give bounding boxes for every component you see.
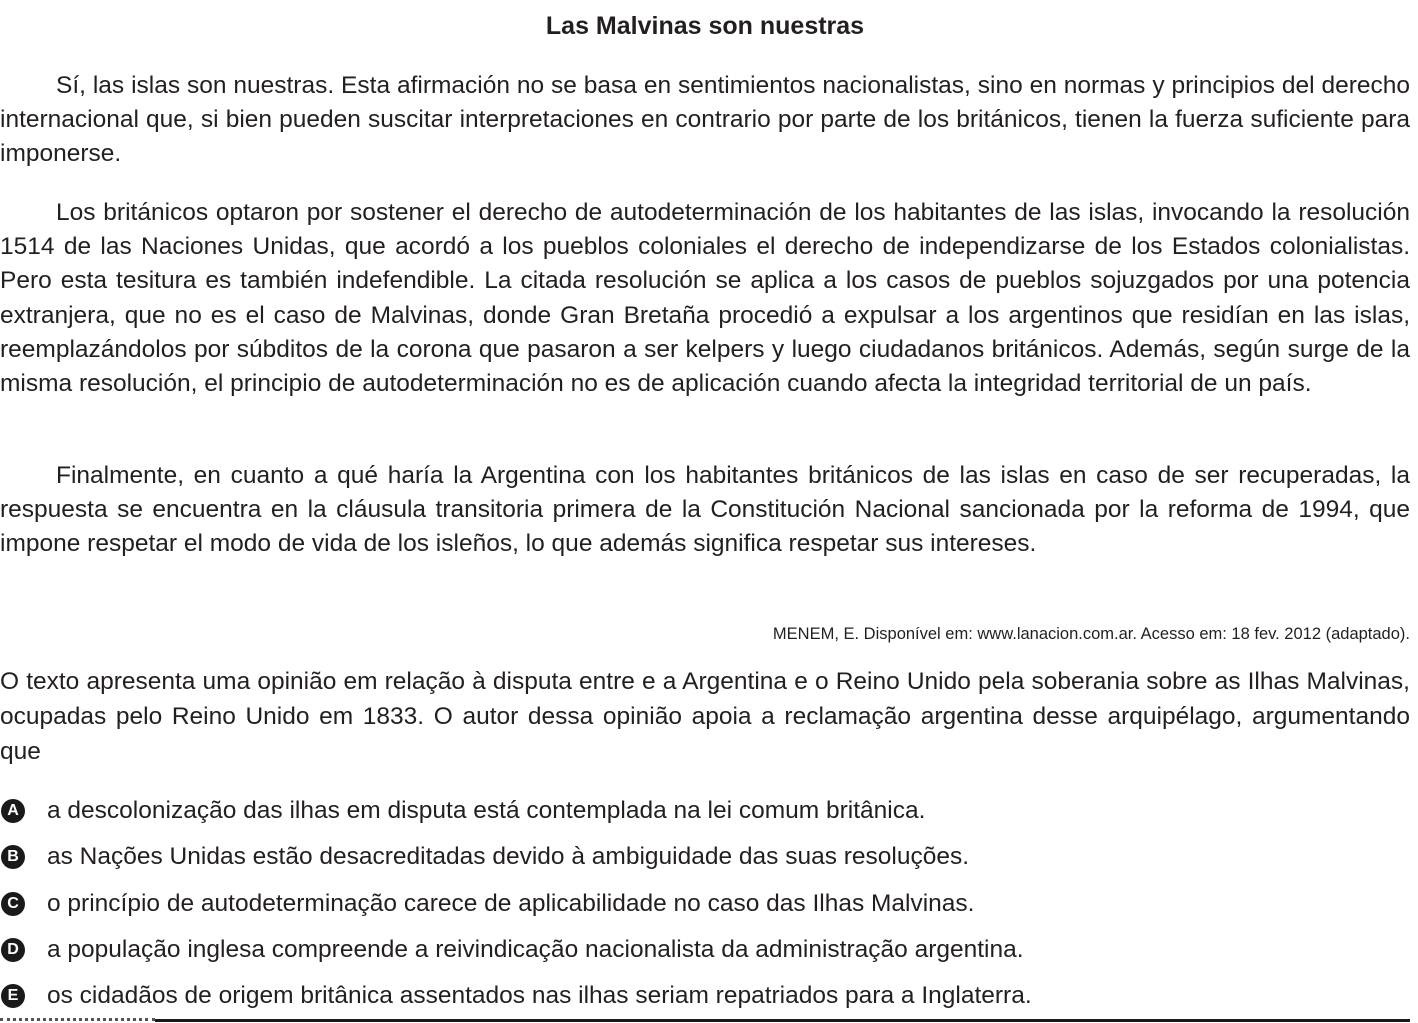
article-paragraph-1: Sí, las islas son nuestras. Esta afirmación no se basa en sentimientos nacionalistas, sino en normas y principios del derecho internacional que, si bien pueden suscitar interpretaciones en contrario por parte de los británicos, tienen la fuerza suficiente para imponerse. (0, 72, 1410, 168)
option-d-text: a população inglesa compreende a reivindicação nacionalista da administração argentina. (47, 935, 1024, 963)
option-a-letter-badge: A (1, 799, 25, 823)
option-c-text: o princípio de autodeterminação carece de aplicabilidade no caso das Ilhas Malvinas. (47, 889, 975, 917)
option-e-letter-badge: E (1, 984, 25, 1008)
answer-option-d[interactable] (0, 931, 1410, 977)
footer-dotted-rule (0, 1018, 155, 1021)
answer-option-b[interactable] (0, 838, 1410, 884)
article-paragraph-2: Los británicos optaron por sostener el derecho de autodeterminación de los habitantes de las islas, invocando la resolución 1514 de las Naciones Unidas, que acordó a los pueblos coloniales el derecho de independizarse de los Estados colonialistas. Pero esta tesitura es también indefendible. La citada resolución se aplica a los casos de pueblos sojuzgados por una potencia extranjera, que no es el caso de Malvinas, donde Gran Bretaña procedió a expulsar a los argentinos que residían en las islas, reemplazándolos por súbditos de la corona que pasaron a ser kelpers y luego ciudadanos británicos. Además, según surge de la misma resolución, el principio de autodeterminación no es de aplicación cuando afecta la integridad territorial de un país. (0, 199, 1410, 398)
source-citation: MENEM, E. Disponível em: www.lanacion.com.ar. Acesso em: 18 fev. 2012 (adaptado). (772, 625, 1410, 643)
option-e-text: os cidadãos de origem britânica assentados nas ilhas seriam repatriados para a Inglaterra. (47, 982, 1032, 1010)
option-d-letter-badge: D (1, 938, 25, 962)
answer-option-e[interactable] (0, 977, 1410, 1023)
option-b-letter-badge: B (1, 845, 25, 869)
option-b-text: as Nações Unidas estão desacreditadas devido à ambiguidade das suas resoluções. (47, 843, 970, 871)
option-a-text: a descolonização das ilhas em disputa está contemplada na lei comum britânica. (47, 797, 926, 824)
answer-option-a[interactable] (0, 792, 1410, 838)
article-paragraph-3: Finalmente, en cuanto a qué haría la Argentina con los habitantes británicos de las islas en caso de ser recuperadas, la respuesta se encuentra en la cláusula transitoria primera de la Constitución Nacional sancionada por la reforma de 1994, que impone respetar el modo de vida de los isleños, lo que además significa respetar sus intereses. (0, 462, 1410, 558)
answer-option-c[interactable] (0, 885, 1410, 931)
article-title: Las Malvinas son nuestras (545, 12, 865, 40)
answer-options (0, 792, 1410, 1023)
question-stem: O texto apresenta uma opinião em relação à disputa entre e a Argentina e o Reino Unido pela soberania sobre as Ilhas Malvinas, ocupadas pelo Reino Unido em 1833. O autor dessa opinião apoia a reclamação argentina desse arquipélago, argumentando que (0, 668, 1410, 765)
footer-solid-rule (155, 1019, 1410, 1022)
option-c-letter-badge: C (1, 892, 25, 916)
